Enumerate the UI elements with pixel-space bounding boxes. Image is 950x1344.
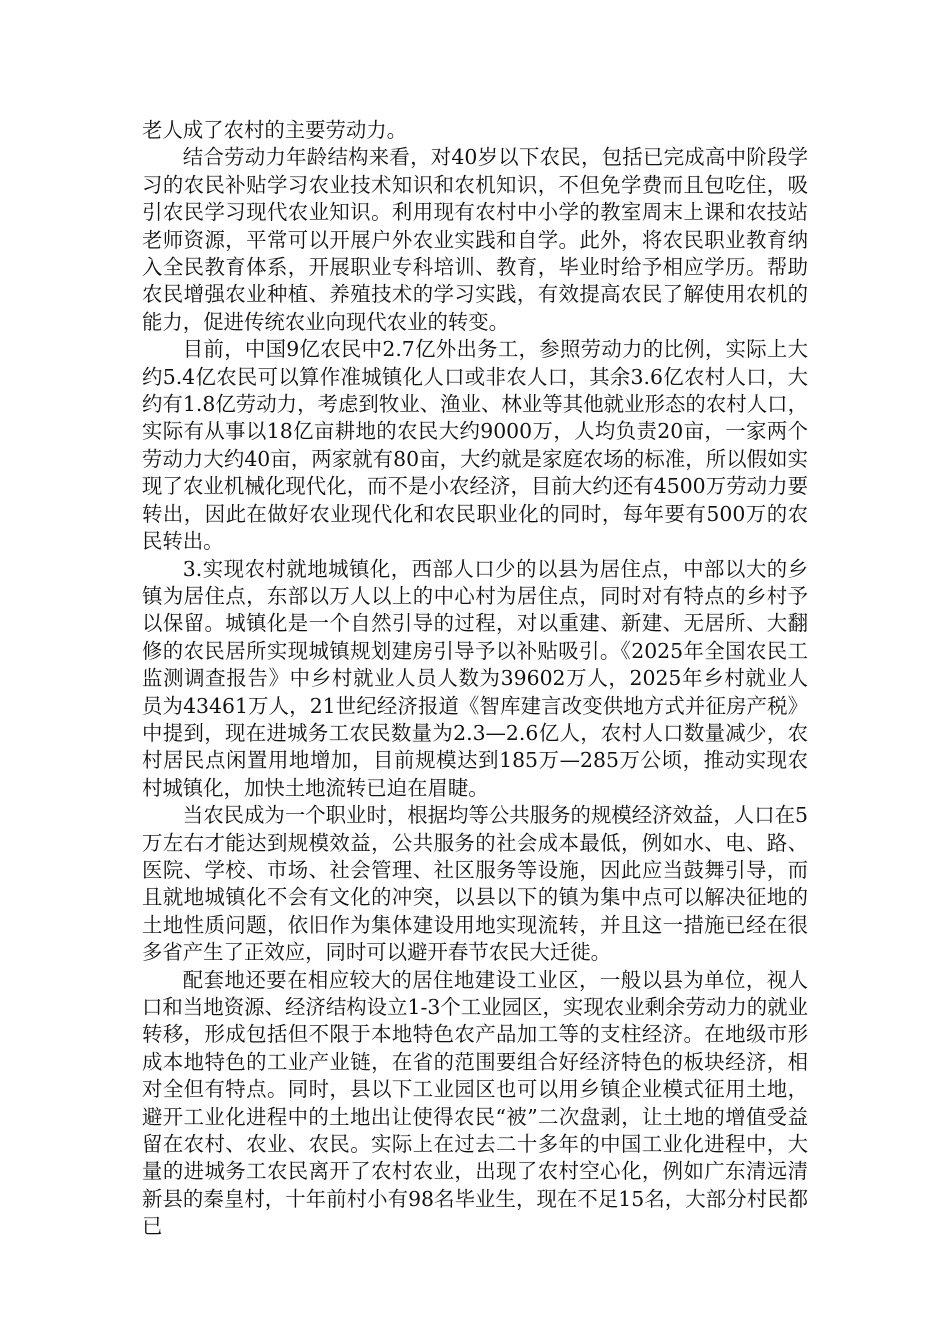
- paragraph-farmer-education: 结合劳动力年龄结构来看，对40岁以下农民，包括已完成高中阶段学习的农民补贴学习农业技术知识和农机知识，不但免学费而且包吃住，吸引农民学习现代农业知识。利用现有农村中小学的教室周末上课和农技站老师资源，平常可以开展户外农业实践和自学。此外，将农民职业教育纳入全民教育体系，开展职业专科培训、教育，毕业时给予相应学历。帮助农民增强农业种植、养殖技术的学习实践，有效提高农民了解使用农机的能力，促进传统农业向现代农业的转变。: [142, 145, 808, 334]
- document-page: [142, 117, 808, 1241]
- paragraph-continuation: 老人成了农村的主要劳动力。: [142, 118, 408, 142]
- paragraph-local-urbanization: 3.实现农村就地城镇化，西部人口少的以县为居住点，中部以大的乡镇为居住点，东部以万人以上的中心村为居住点，同时对有特点的乡村予以保留。城镇化是一个自然引导的过程，对以重建、新建、无居所、大翻修的农民居所实现城镇规划建房引导予以补贴吸引。《2025年全国农民工监测调查报告》中乡村就业人员人数为39602万人，2025年乡村就业人员为43461万人，21世纪经济报道《智库建言改变供地方式并征房产税》中提到，现在进城务工农民数量为2.3—2.6亿人，农村人口数量减少，农村居民点闲置用地增加，目前规模达到185万—285万公顷，推动实现农村城镇化，加快土地流转已迫在眉睫。: [142, 556, 808, 800]
- paragraph-public-services: 当农民成为一个职业时，根据均等公共服务的规模经济效益，人口在5万左右才能达到规模效益，公共服务的社会成本最低，例如水、电、路、医院、学校、市场、社会管理、社区服务等设施，因此应当鼓舞引导，而且就地城镇化不会有文化的冲突，以县以下的镇为集中点可以解决征地的土地性质问题，依旧作为集体建设用地实现流转，并且这一措施已经在很多省产生了正效应，同时可以避开春节农民大迁徙。: [142, 803, 808, 965]
- paragraph-industrial-parks: 配套地还要在相应较大的居住地建设工业区，一般以县为单位，视人口和当地资源、经济结构设立1-3个工业园区，实现农业剩余劳动力的就业转移，形成包括但不限于本地特色农产品加工等的支柱经济。在地级市形成本地特色的工业产业链，在省的范围要组合好经济特色的板块经济，相对全但有特点。同时，县以下工业园区也可以用乡镇企业模式征用土地，避开工业化进程中的土地出让使得农民“被”二次盘剥，让土地的增值受益留在农村、农业、农民。实际上在过去二十多年的中国工业化进程中，大量的进城务工农民离开了农村农业，出现了农村空心化，例如广东清远清新县的秦皇村，十年前村小有98名毕业生，现在不足15名，大部分村民都已: [142, 967, 808, 1239]
- paragraph-labor-statistics: 目前，中国9亿农民中2.7亿外出务工，参照劳动力的比例，实际上大约5.4亿农民可以算作准城镇化人口或非农人口，其余3.6亿农村人口，大约有1.8亿劳动力，考虑到牧业、渔业、林业等其他就业形态的农村人口，实际有从事以18亿亩耕地的农民大约9000万，人均负责20亩，一家两个劳动力大约40亩，两家就有80亩，大约就是家庭农场的标准，所以假如实现了农业机械化现代化，而不是小农经济，目前大约还有4500万劳动力要转出，因此在做好农业现代化和农民职业化的同时，每年要有500万的农民转出。: [142, 337, 808, 554]
